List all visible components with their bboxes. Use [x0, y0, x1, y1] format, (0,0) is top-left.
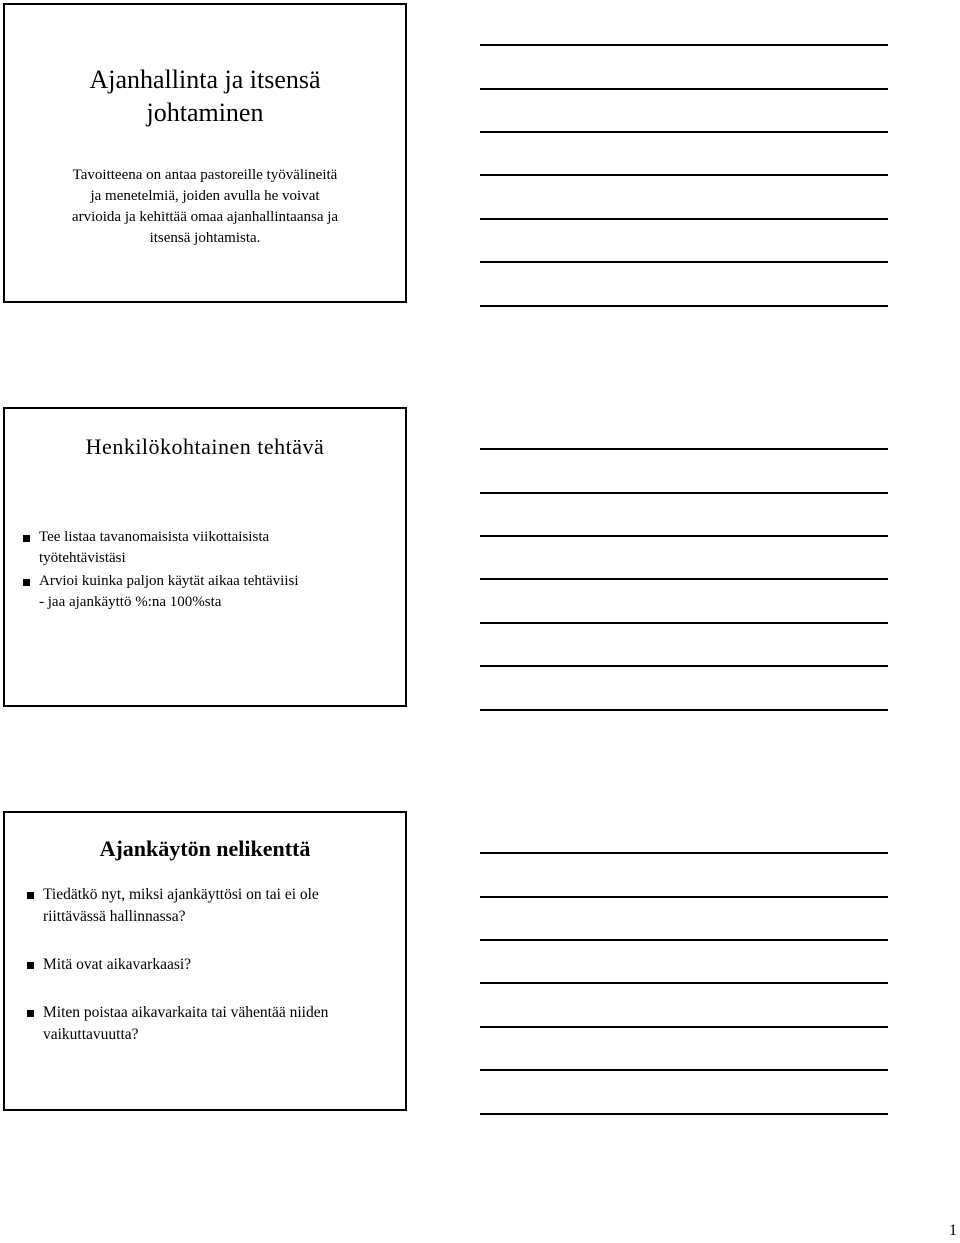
page-number: 1 [949, 1222, 957, 1239]
slide-3 [3, 811, 407, 1111]
square-bullet-icon [23, 535, 30, 542]
slide-1-title-line: johtaminen [146, 98, 264, 127]
slide-3-bullet-list [27, 884, 387, 1046]
bullet-item [23, 527, 387, 569]
note-line [480, 852, 888, 854]
bullet-text-line: Arvioi kuinka paljon käytät aikaa tehtäviisi [39, 573, 299, 589]
bullet-item [23, 571, 387, 613]
slide-3-title: Ajankäytön nelikenttä [99, 836, 311, 861]
note-line [480, 305, 888, 307]
note-line [480, 218, 888, 220]
square-bullet-icon [23, 579, 30, 586]
bullet-item [27, 884, 387, 928]
slide-1-subtitle-line: ja menetelmiä, joiden avulla he voivat [90, 188, 320, 204]
bullet-text-line: Mitä ovat aikavarkaasi? [43, 956, 192, 973]
note-line [480, 622, 888, 624]
slide-1-subtitle [25, 165, 385, 249]
note-line [480, 448, 888, 450]
note-line [480, 982, 888, 984]
bullet-text-line: työtehtävistäsi [39, 550, 126, 566]
slide-1 [3, 3, 407, 303]
note-line [480, 492, 888, 494]
slide-2-bullet-list [23, 527, 387, 613]
slide-1-title-line: Ajanhallinta ja itsensä [89, 65, 321, 94]
note-line [480, 1026, 888, 1028]
note-line [480, 1113, 888, 1115]
slide-1-subtitle-line: itsensä johtamista. [149, 230, 261, 246]
note-line [480, 131, 888, 133]
bullet-text-line: vaikuttavuutta? [43, 1026, 139, 1043]
note-line [480, 44, 888, 46]
bullet-text-line: Miten poistaa aikavarkaita tai vähentää niiden [43, 1004, 329, 1021]
note-line [480, 939, 888, 941]
note-line [480, 665, 888, 667]
note-line [480, 535, 888, 537]
note-line [480, 709, 888, 711]
bullet-text-line: Tee listaa tavanomaisista viikottaisista [39, 529, 270, 545]
slide-2 [3, 407, 407, 707]
bullet-text-line: Tiedätkö nyt, miksi ajankäyttösi on tai ei ole [43, 886, 319, 903]
slide-1-subtitle-line: arvioida ja kehittää omaa ajanhallintaansa ja [71, 209, 339, 225]
bullet-text-line: - jaa ajankäyttö %:na 100%sta [39, 594, 222, 610]
bullet-item [27, 954, 387, 976]
note-line [480, 261, 888, 263]
slide-1-subtitle-line: Tavoitteena on antaa pastoreille työvälineitä [72, 167, 338, 183]
note-line [480, 578, 888, 580]
slide-1-title [5, 63, 405, 129]
slide-2-title: Henkilökohtainen tehtävä [85, 434, 325, 459]
note-line [480, 1069, 888, 1071]
bullet-item [27, 1002, 387, 1046]
square-bullet-icon [27, 892, 34, 899]
square-bullet-icon [27, 1010, 34, 1017]
note-line [480, 174, 888, 176]
bullet-text-line: riittävässä hallinnassa? [43, 908, 186, 925]
square-bullet-icon [27, 962, 34, 969]
note-line [480, 896, 888, 898]
note-line [480, 88, 888, 90]
